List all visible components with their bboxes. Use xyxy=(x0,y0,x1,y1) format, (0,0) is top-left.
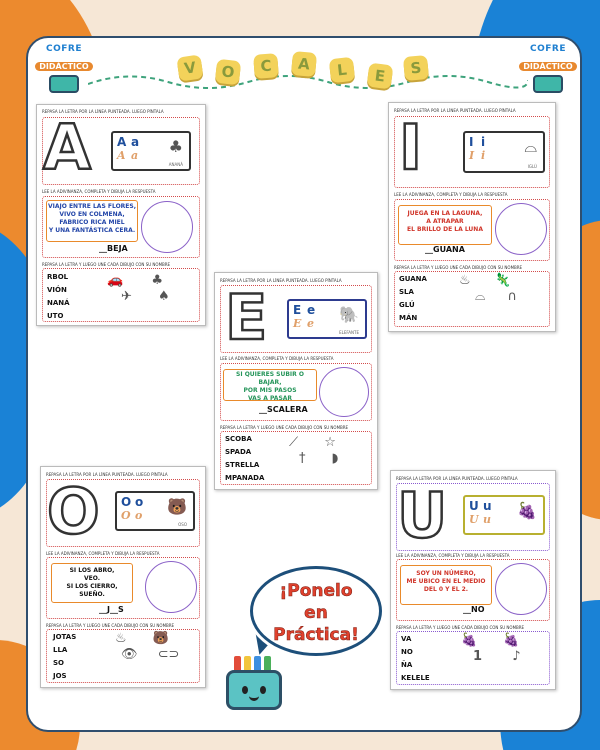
word-list xyxy=(225,433,264,485)
chest-icon xyxy=(49,75,79,93)
magnet-icon: ∩ xyxy=(507,289,517,304)
picture-word: OSO xyxy=(178,522,187,527)
riddle-line: SI QUIERES SUBIR O BAJAR, xyxy=(236,371,304,386)
match-word: MPANADA xyxy=(225,474,265,482)
riddle-line: VEO. xyxy=(84,575,100,582)
cursive-letter: a xyxy=(131,149,139,162)
match-word: NO xyxy=(401,648,413,656)
picture-set xyxy=(115,631,201,663)
word-list xyxy=(401,633,430,685)
title-letter: V xyxy=(176,54,203,81)
uppercase-letter: O xyxy=(121,495,132,509)
trace-instruction: REPASA LA LETRA POR LA LÍNEA PUNTEADA. LUEGO PÍNTALA xyxy=(220,278,342,283)
trace-instruction: REPASA LA LETRA POR LA LÍNEA PUNTEADA. LUEGO PÍNTALA xyxy=(46,472,168,477)
eyes-icon: 👁 xyxy=(121,647,138,662)
match-word: ÑA xyxy=(401,661,413,669)
drawing-circle xyxy=(145,561,197,613)
cursive-letter: o xyxy=(135,509,143,522)
uppercase-letter: E xyxy=(293,303,302,317)
match-word: LLA xyxy=(53,646,68,654)
uppercase-letter: o xyxy=(135,495,144,509)
letter-card xyxy=(287,299,367,339)
riddle-line: Y UNA FANTÁSTICA CERA. xyxy=(48,227,136,234)
number-one-icon: 1 xyxy=(473,649,483,664)
match-word: SPADA xyxy=(225,448,252,456)
match-instruction: REPASA LA LETRA Y LUEGO UNE CADA DIBUJO CON SU NOMBRE xyxy=(394,265,523,270)
uppercase-letter: e xyxy=(307,303,316,317)
trace-instruction: REPASA LA LETRA POR LA LÍNEA PUNTEADA. LUEGO PÍNTALA xyxy=(42,109,164,114)
brand-line1: COFRE xyxy=(46,44,82,54)
broom-icon: ⟋ xyxy=(289,435,299,450)
title-letter: L xyxy=(329,57,355,83)
uppercase-letter: i xyxy=(481,135,486,149)
title-letter: A xyxy=(291,51,317,77)
bear-icon: 🐻 xyxy=(167,497,187,516)
picture-set xyxy=(459,273,549,305)
riddle-line: POR MIS PASOS xyxy=(243,387,297,394)
riddle-answer: __SCALERA xyxy=(259,405,308,414)
match-word: JOTAS xyxy=(53,633,77,641)
riddle-instruction: LEE LA ADIVINANZA, COMPLETA Y DIBUJA LA RESPUESTA xyxy=(396,553,510,558)
riddle-line: SOY UN NÚMERO, xyxy=(416,570,476,577)
word-list xyxy=(53,631,76,683)
riddle-line: FABRICO RICA MIEL xyxy=(59,219,125,226)
match-instruction: REPASA LA LETRA Y LUEGO UNE CADA DIBUJO CON SU NOMBRE xyxy=(46,623,175,628)
letter-card xyxy=(115,491,195,531)
riddle-answer: __NO xyxy=(463,605,485,614)
uppercase-letter: a xyxy=(131,135,140,149)
bear-icon: 🐻 xyxy=(152,631,169,646)
traced-letter: A xyxy=(43,111,91,184)
worksheet-card-a xyxy=(36,104,206,326)
drawing-circle xyxy=(495,563,547,615)
igloo-icon: ⌓ xyxy=(475,289,486,304)
pot-icon: ♨ xyxy=(115,631,127,646)
match-word: NANÁ xyxy=(47,299,70,307)
cursive-letter: i xyxy=(481,149,486,162)
match-word: KELELE xyxy=(401,674,430,682)
trace-instruction: REPASA LA LETRA POR LA LÍNEA PUNTEADA. LUEGO PÍNTALA xyxy=(396,476,518,481)
picture-set xyxy=(289,435,373,467)
match-word: SLA xyxy=(399,288,414,296)
pineapple-icon: ♠ xyxy=(158,289,170,304)
drawing-circle xyxy=(141,201,193,253)
eye-icon xyxy=(242,686,248,694)
cursive-letter: I xyxy=(469,149,475,162)
riddle-box xyxy=(400,565,492,605)
cursive-letter: E xyxy=(293,317,302,330)
cursive-letter: O xyxy=(121,509,131,522)
cursive-letter: u xyxy=(483,513,491,526)
riddle-box xyxy=(398,205,492,245)
worksheet-card-e xyxy=(214,272,378,490)
uppercase-letter: A xyxy=(117,135,127,149)
brand-line2: DIDÁCTICO xyxy=(35,62,92,71)
brand-line2: DIDÁCTICO xyxy=(519,62,576,71)
riddle-line: VIVO EN COLMENA, xyxy=(59,211,125,218)
traced-letter: U xyxy=(397,479,448,552)
chest-icon xyxy=(226,670,282,710)
riddle-box xyxy=(46,200,138,242)
match-word: VIÓN xyxy=(47,286,67,294)
title-letter: C xyxy=(253,53,279,79)
uppercase-letter: u xyxy=(483,499,492,513)
riddle-instruction: LEE LA ADIVINANZA, COMPLETA Y DIBUJA LA RESPUESTA xyxy=(46,551,160,556)
riddle-answer: __J__S xyxy=(99,605,124,614)
treasure-chest-mascot xyxy=(218,652,290,716)
empanada-icon: ◗ xyxy=(331,451,339,466)
worksheet-card-u xyxy=(390,470,556,690)
island-icon: ♨ xyxy=(459,273,471,288)
picture-word: ELEFANTE xyxy=(339,330,359,335)
uppercase-letter: U xyxy=(469,499,479,513)
title-letter: E xyxy=(367,63,394,90)
picture-word: ANANÁ xyxy=(168,162,183,167)
cta-line2: en xyxy=(304,603,328,623)
drawing-circle xyxy=(495,203,547,255)
title-letter: S xyxy=(403,55,429,81)
worksheet-card-o xyxy=(40,466,206,688)
flipflops-icon: ⊂⊃ xyxy=(157,647,180,662)
worksheet-card-i xyxy=(388,102,556,332)
match-word: GUANA xyxy=(399,275,427,283)
match-instruction: REPASA LA LETRA Y LUEGO UNE CADA DIBUJO CON SU NOMBRE xyxy=(42,262,171,267)
eye-icon xyxy=(260,686,266,694)
riddle-answer: __GUANA xyxy=(425,245,465,254)
riddle-answer: __BEJA xyxy=(99,244,128,253)
riddle-line: VIAJO ENTRE LAS FLORES, xyxy=(48,203,136,210)
match-word: RBOL xyxy=(47,273,69,281)
riddle-line: EL BRILLO DE LA LUNA xyxy=(407,226,483,233)
chest-icon xyxy=(533,75,563,93)
word-list xyxy=(47,271,70,323)
cta-bubble xyxy=(250,566,382,656)
match-word: SO xyxy=(53,659,64,667)
match-word: STRELLA xyxy=(225,461,260,469)
car-icon: 🚗 xyxy=(107,273,124,288)
match-instruction: REPASA LA LETRA Y LUEGO UNE CADA DIBUJO CON SU NOMBRE xyxy=(396,625,525,630)
riddle-line: SUEÑO. xyxy=(79,591,105,598)
letter-card xyxy=(463,495,545,535)
grapes-icon: 🍇 xyxy=(517,501,537,520)
riddle-instruction: LEE LA ADIVINANZA, COMPLETA Y DIBUJA LA RESPUESTA xyxy=(42,189,156,194)
cta-line3: Práctica! xyxy=(273,625,359,645)
airplane-icon: ✈ xyxy=(121,289,132,304)
riddle-line: DEL 0 Y EL 2. xyxy=(423,586,469,593)
drawing-circle xyxy=(319,367,369,417)
brand-logo-left xyxy=(32,44,96,94)
grapes-icon: 🍇 xyxy=(503,633,520,648)
riddle-instruction: LEE LA ADIVINANZA, COMPLETA Y DIBUJA LA RESPUESTA xyxy=(220,356,334,361)
match-word: SCOBA xyxy=(225,435,252,443)
traced-letter: O xyxy=(47,475,100,548)
match-word: GLÚ xyxy=(399,301,415,309)
star-icon: ☆ xyxy=(324,435,336,450)
picture-set xyxy=(461,633,549,665)
letter-card xyxy=(111,131,191,171)
traced-letter: I xyxy=(399,111,423,184)
riddle-line: SI LOS ABRO, xyxy=(69,567,115,574)
match-word: VA xyxy=(401,635,412,643)
iguana-icon: 🦎 xyxy=(494,273,511,288)
picture-word: IGLÚ xyxy=(527,164,537,169)
traced-letter: E xyxy=(225,281,268,354)
riddle-instruction: LEE LA ADIVINANZA, COMPLETA Y DIBUJA LA RESPUESTA xyxy=(394,192,508,197)
cursive-letter: e xyxy=(307,317,314,330)
grapes-icon: 🍇 xyxy=(461,633,478,648)
brand-line1: COFRE xyxy=(530,44,566,54)
pineapple-icon: ♣ xyxy=(168,137,183,156)
uppercase-letter: I xyxy=(469,135,474,149)
riddle-box xyxy=(51,563,133,603)
sword-icon: † xyxy=(299,451,306,466)
riddle-box xyxy=(223,369,317,401)
match-word: MÁN xyxy=(399,314,418,322)
riddle-line: VAS A PASAR xyxy=(247,395,293,402)
cta-line1: ¡Ponelo xyxy=(279,581,353,601)
title-letter: O xyxy=(215,59,241,85)
cursive-letter: U xyxy=(469,513,479,526)
tree-icon: ♣ xyxy=(151,273,163,288)
riddle-line: JUEGA EN LA LAGUNA, xyxy=(407,210,483,217)
match-instruction: REPASA LA LETRA Y LUEGO UNE CADA DIBUJO CON SU NOMBRE xyxy=(220,425,349,430)
riddle-line: SI LOS CIERRO, xyxy=(66,583,118,590)
match-word: UTO xyxy=(47,312,64,320)
cursive-letter: A xyxy=(117,149,126,162)
word-list xyxy=(399,273,427,325)
picture-set xyxy=(107,273,197,305)
trace-instruction: REPASA LA LETRA POR LA LÍNEA PUNTEADA. LUEGO PÍNTALA xyxy=(394,108,516,113)
igloo-icon: ⌓ xyxy=(524,137,537,156)
ukulele-icon: ♪ xyxy=(512,649,521,664)
letter-card xyxy=(463,131,545,173)
elephant-icon: 🐘 xyxy=(339,305,359,324)
riddle-line: ME UBICO EN EL MEDIO xyxy=(406,578,486,585)
match-word: JOS xyxy=(53,672,67,680)
riddle-line: A ATRAPAR xyxy=(426,218,464,225)
